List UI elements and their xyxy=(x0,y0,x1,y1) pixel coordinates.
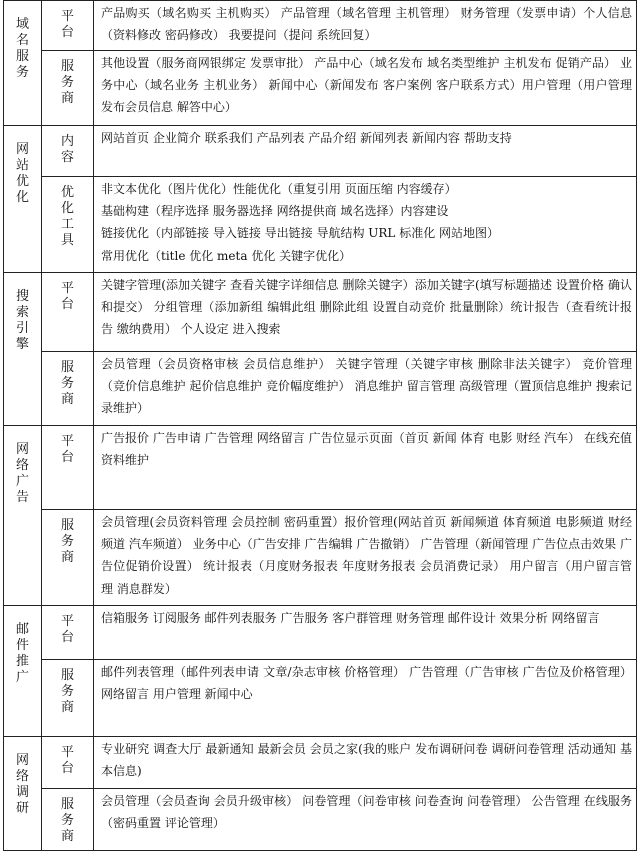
content-cell xyxy=(94,126,637,177)
category-label: 域名服务 xyxy=(15,17,29,80)
category-label: 网络调研 xyxy=(15,753,29,816)
type-label: 优化工具 xyxy=(60,185,74,248)
type-label: 平台 xyxy=(60,745,74,776)
type-cell xyxy=(42,510,94,606)
content-text: 产品购买（域名购买 主机购买） 产品管理（域名管理 主机管理） 财务管理（发票申请）个人信息（资料修改 密码修改） 我要提问（提问 系统回复） xyxy=(101,6,632,43)
type-label: 平台 xyxy=(60,281,74,312)
content-text: 广告报价 广告申请 广告管理 网络留言 广告位显示页面（首页 新闻 体育 电影 财经 汽车） 在线充值 资料维护 xyxy=(101,431,632,468)
content-text: 会员管理(会员资料管理 会员控制 密码重置）报价管理(网站首页 新闻频道 体育频道 电影频道 财经频道 汽车频道） 业务中心（广告安排 广告编辑 广告撤销） 广告管理（新闻管理 广告位点击效果 广告位促销价设置） 统计报表（月度财务报表 年度财务报表 会员消费记录） 用户留言（用户留言管理 消息群发） xyxy=(101,515,632,596)
category-cell xyxy=(4,737,42,851)
type-label: 平台 xyxy=(60,9,74,40)
table-row xyxy=(4,1,637,51)
content-cell xyxy=(94,1,637,51)
content-cell xyxy=(94,789,637,851)
content-text: 信箱服务 订阅服务 邮件列表服务 广告服务 客户群管理 财务管理 邮件设计 效果分析 网络留言 xyxy=(101,611,600,625)
content-text: 其他设置（服务商网银绑定 发票审批） 产品中心（域名发布 域名类型维护 主机发布 促销产品） 业务中心（域名业务 主机业务） 新闻中心（新闻发布 客户案例 客户联系方式）用户管理（用户管理 发布会员信息 解答中心） xyxy=(101,56,632,115)
content-text: 关键字管理(添加关键字 查看关键字详细信息 删除关键字）添加关键字(填写标题描述 设置价格 确认和提交） 分组管理（添加新组 编辑此组 删除此组 设置自动竞价 批量删除）统计报告（查看统计报告 缴纳费用） 个人设定 进入搜索 xyxy=(101,278,632,337)
content-cell xyxy=(94,352,637,426)
type-cell xyxy=(42,660,94,737)
content-text: 会员管理（会员查询 会员升级审核） 问卷管理（问卷审核 问卷查询 问卷管理） 公告管理 在线服务（密码重置 评论管理） xyxy=(101,794,632,831)
content-text xyxy=(94,177,636,269)
type-label: 服务商 xyxy=(60,360,74,407)
content-cell xyxy=(94,426,637,510)
content-cell xyxy=(94,660,637,737)
content-cell xyxy=(94,737,637,789)
content-line: 非文本优化（图片优化）性能优化（重复引用 页面压缩 内容缓存） xyxy=(101,182,457,196)
content-cell xyxy=(94,177,637,273)
category-label: 网络广告 xyxy=(15,442,29,505)
type-cell xyxy=(42,426,94,510)
category-cell xyxy=(4,606,42,737)
table-row xyxy=(4,273,637,352)
content-text: 网站首页 企业简介 联系我们 产品列表 产品介绍 新闻列表 新闻内容 帮助支持 xyxy=(101,131,512,145)
type-cell xyxy=(42,51,94,126)
category-cell xyxy=(4,426,42,606)
table-row xyxy=(4,426,637,510)
type-label: 服务商 xyxy=(60,518,74,565)
table-row xyxy=(4,177,637,273)
type-label: 平台 xyxy=(60,434,74,465)
type-cell xyxy=(42,273,94,352)
type-cell xyxy=(42,352,94,426)
category-cell xyxy=(4,1,42,126)
type-cell xyxy=(42,737,94,789)
content-line: 链接优化（内部链接 导入链接 导出链接 导航结构 URL 标准化 网站地图） xyxy=(101,226,500,241)
content-cell xyxy=(94,51,637,126)
type-cell xyxy=(42,606,94,660)
type-label: 服务商 xyxy=(60,59,74,106)
type-cell xyxy=(42,789,94,851)
content-cell xyxy=(94,510,637,606)
content-cell xyxy=(94,273,637,352)
content-text: 邮件列表管理（邮件列表申请 文章/杂志审核 价格管理） 广告管理（广告审核 广告位及价格管理） 网络留言 用户管理 新闻中心 xyxy=(101,665,632,702)
type-label: 内容 xyxy=(60,134,74,165)
table-row xyxy=(4,789,637,851)
table-row xyxy=(4,51,637,126)
table-row xyxy=(4,606,637,660)
table-row xyxy=(4,352,637,426)
content-line: 基础构建（程序选择 服务器选择 网络提供商 域名选择）内容建设 xyxy=(101,204,449,219)
content-text: 专业研究 调查大厅 最新通知 最新会员 会员之家(我的账户 发布调研问卷 调研问卷管理 活动通知 基本信息) xyxy=(101,742,632,779)
content-line: 常用优化（title 优化 meta 优化 关键字优化） xyxy=(101,248,352,263)
table-row xyxy=(4,126,637,177)
feature-table xyxy=(3,0,637,851)
category-label: 搜索引擎 xyxy=(15,289,29,352)
type-cell xyxy=(42,177,94,273)
table-row xyxy=(4,737,637,789)
type-cell xyxy=(42,126,94,177)
category-label: 网站优化 xyxy=(15,142,29,205)
table-row xyxy=(4,510,637,606)
content-text: 会员管理（会员资格审核 会员信息维护） 关键字管理（关键字审核 删除非法关键字） 竞价管理（竞价信息维护 起价信息维护 竞价幅度维护） 消息维护 留言管理 高级管理（置顶信息维护 搜索记录维护） xyxy=(101,357,632,416)
type-label: 服务商 xyxy=(60,797,74,844)
table-row xyxy=(4,660,637,737)
category-cell xyxy=(4,126,42,273)
category-label: 邮件推广 xyxy=(15,622,29,685)
content-cell xyxy=(94,606,637,660)
type-label: 平台 xyxy=(60,614,74,645)
type-label: 服务商 xyxy=(60,668,74,715)
category-cell xyxy=(4,273,42,426)
type-cell xyxy=(42,1,94,51)
